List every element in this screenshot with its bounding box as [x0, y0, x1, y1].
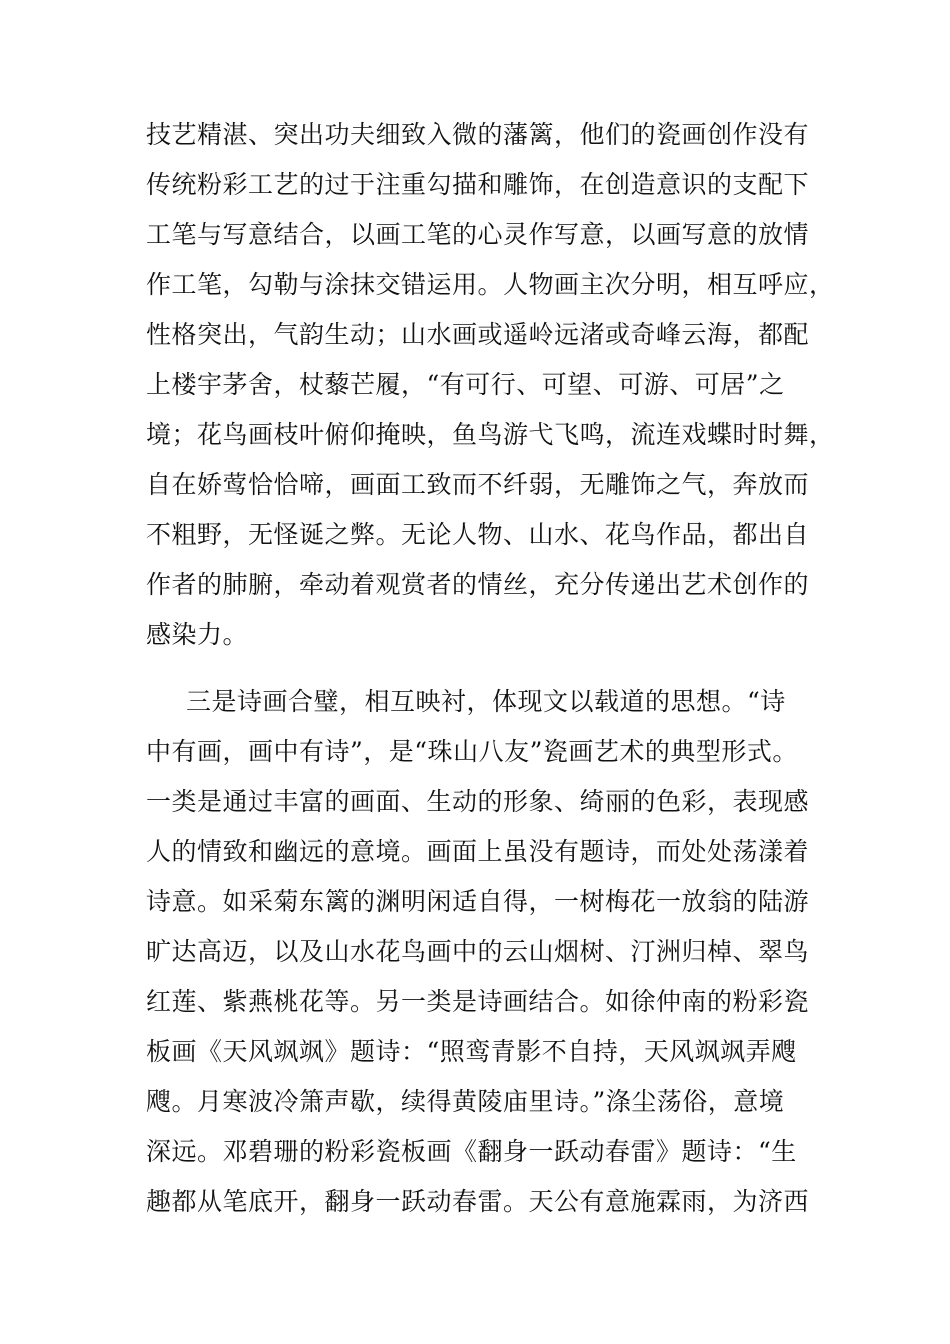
text-line: 传统粉彩工艺的过于注重勾描和雕饰，在创造意识的支配下: [146, 170, 810, 199]
text-line: 感染力。: [146, 620, 249, 649]
text-line: 性格突出，气韵生动；山水画或遥岭远渚或奇峰云海，都配: [146, 320, 810, 349]
text-line: 作者的肺腑，牵动着观赏者的情丝，充分传递出艺术创作的: [146, 570, 810, 599]
text-line: 深远。邓碧珊的粉彩瓷板画《翻身一跃动春雷》题诗：“生: [146, 1137, 797, 1166]
text-line: 境；花鸟画枝叶俯仰掩映，鱼鸟游弋飞鸣，流连戏蝶时时舞，: [146, 420, 835, 449]
text-line: 板画《天风飒飒》题诗：“照鸾青影不自持，天风飒飒弄飕: [146, 1037, 797, 1066]
text-line: 不粗野，无怪诞之弊。无论人物、山水、花鸟作品，都出自: [146, 520, 810, 549]
text-line: 技艺精湛、突出功夫细致入微的藩篱，他们的瓷画创作没有: [146, 120, 810, 149]
text-line: 人的情致和幽远的意境。画面上虽没有题诗，而处处荡漾着: [146, 837, 810, 866]
text-line: 红莲、紫燕桃花等。另一类是诗画结合。如徐仲南的粉彩瓷: [146, 987, 810, 1016]
text-line: 自在娇莺恰恰啼，画面工致而不纤弱，无雕饰之气，奔放而: [146, 470, 810, 499]
text-line: 作工笔，勾勒与涂抹交错运用。人物画主次分明，相互呼应，: [146, 270, 835, 299]
text-line: 中有画，画中有诗”，是“珠山八友”瓷画艺术的典型形式。: [146, 737, 798, 766]
text-line: 诗意。如采菊东篱的渊明闲适自得，一树梅花一放翁的陆游: [146, 887, 810, 916]
text-line: 旷达高迈，以及山水花鸟画中的云山烟树、汀洲归棹、翠鸟: [146, 937, 810, 966]
text-line: 三是诗画合璧，相互映衬，体现文以载道的思想。“诗: [186, 687, 786, 716]
text-line: 工笔与写意结合，以画工笔的心灵作写意，以画写意的放情: [146, 220, 810, 249]
text-line: 飕。月寒波冷箫声歇，续得黄陵庙里诗。”涤尘荡俗，意境: [146, 1087, 785, 1116]
text-line: 上楼宇茅舍，杖藜芒履，“有可行、可望、可游、可居”之: [146, 370, 785, 399]
text-line: 一类是通过丰富的画面、生动的形象、绮丽的色彩，表现感: [146, 787, 810, 816]
text-line: 趣都从笔底开，翻身一跃动春雷。天公有意施霖雨，为济西: [146, 1187, 810, 1216]
